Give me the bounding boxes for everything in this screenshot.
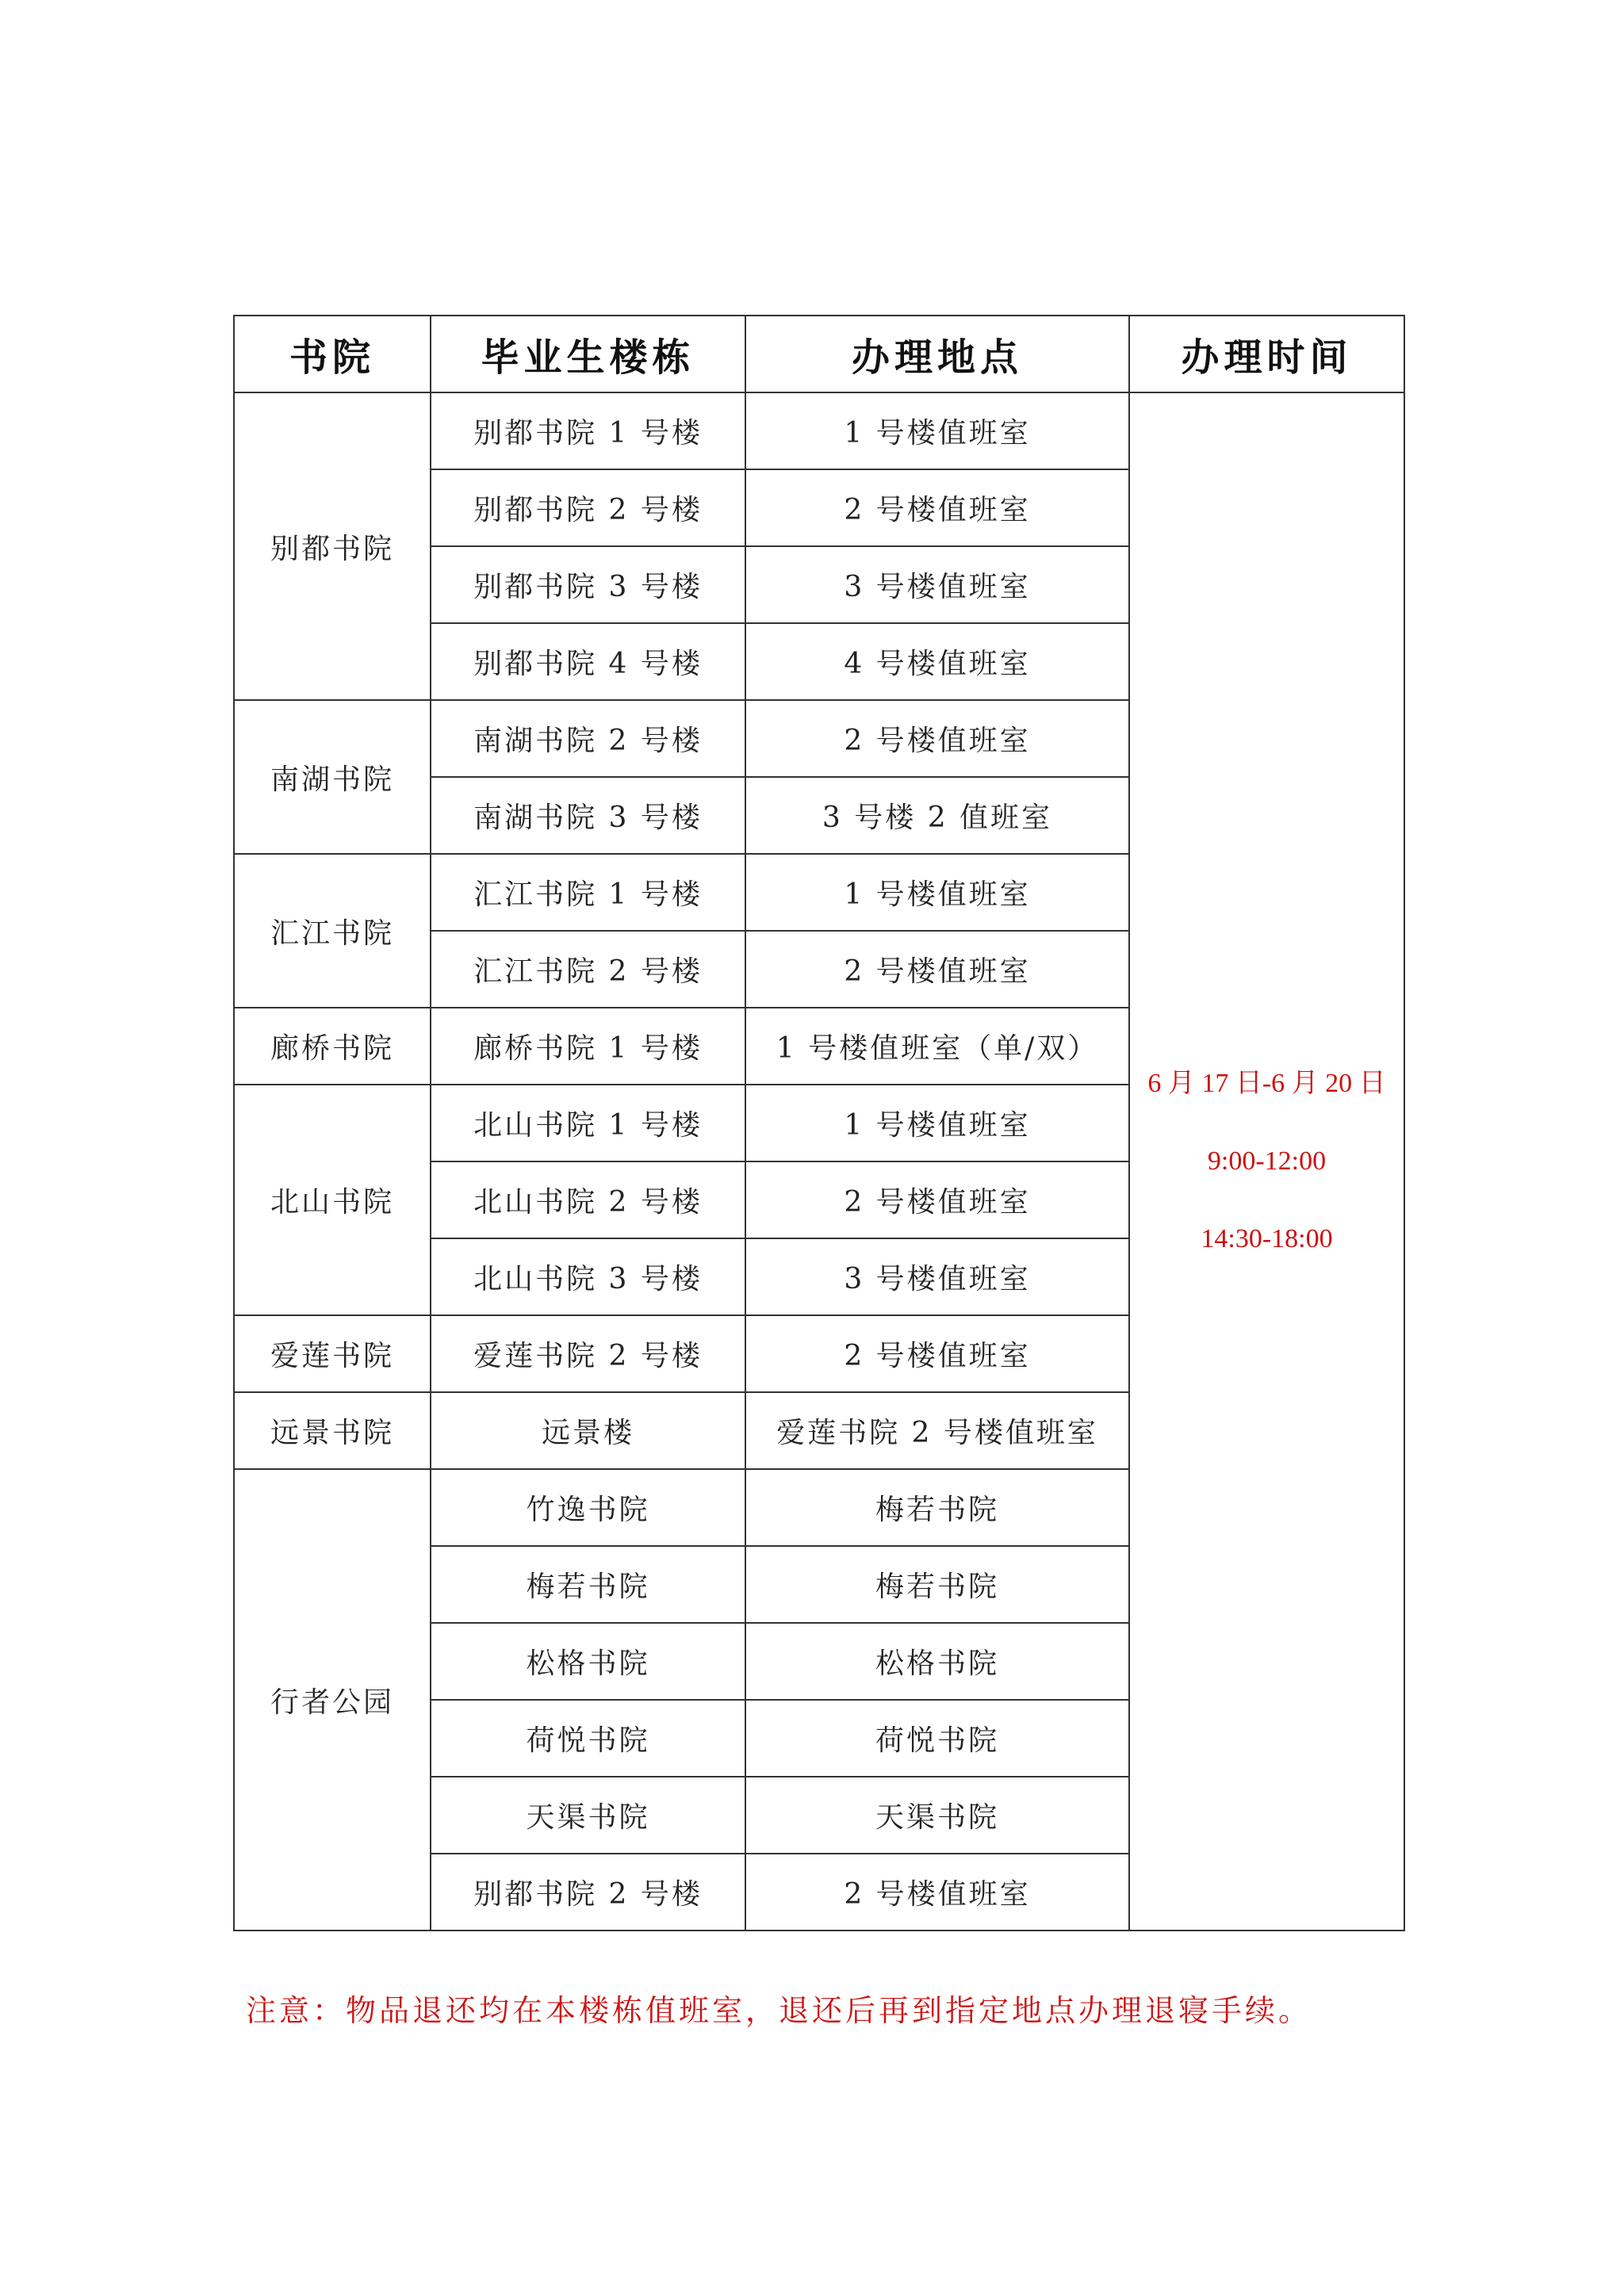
building-cell: 竹逸书院 xyxy=(431,1469,745,1546)
location-cell: 2 号楼值班室 xyxy=(745,700,1129,777)
building-cell: 天渠书院 xyxy=(431,1777,745,1854)
location-cell: 2 号楼值班室 xyxy=(745,931,1129,1008)
location-cell: 2 号楼值班室 xyxy=(745,469,1129,546)
location-cell: 荷悦书院 xyxy=(745,1700,1129,1777)
building-cell: 北山书院 3 号楼 xyxy=(431,1238,745,1315)
handling-schedule-table xyxy=(233,315,1405,1931)
location-cell: 1 号楼值班室（单/双） xyxy=(745,1008,1129,1085)
building-cell: 梅若书院 xyxy=(431,1546,745,1623)
building-cell: 荷悦书院 xyxy=(431,1700,745,1777)
header-time: 办理时间 xyxy=(1129,316,1404,392)
building-cell: 别都书院 4 号楼 xyxy=(431,623,745,700)
building-cell: 爱莲书院 2 号楼 xyxy=(431,1315,745,1392)
location-cell: 2 号楼值班室 xyxy=(745,1315,1129,1392)
college-cell: 廊桥书院 xyxy=(234,1008,431,1085)
location-cell: 梅若书院 xyxy=(745,1469,1129,1546)
building-cell: 松格书院 xyxy=(431,1623,745,1700)
location-cell: 3 号楼值班室 xyxy=(745,1238,1129,1315)
college-cell: 远景书院 xyxy=(234,1392,431,1469)
handling-time-cell xyxy=(1129,392,1404,1931)
location-cell: 2 号楼值班室 xyxy=(745,1161,1129,1238)
location-cell: 3 号楼 2 值班室 xyxy=(745,777,1129,854)
location-cell: 1 号楼值班室 xyxy=(745,392,1129,469)
location-cell: 1 号楼值班室 xyxy=(745,1085,1129,1161)
building-cell: 汇江书院 2 号楼 xyxy=(431,931,745,1008)
building-cell: 别都书院 1 号楼 xyxy=(431,392,745,469)
building-cell: 别都书院 2 号楼 xyxy=(431,1854,745,1931)
building-cell: 北山书院 1 号楼 xyxy=(431,1085,745,1161)
location-cell: 松格书院 xyxy=(745,1623,1129,1700)
location-cell: 爱莲书院 2 号楼值班室 xyxy=(745,1392,1129,1469)
building-cell: 南湖书院 2 号楼 xyxy=(431,700,745,777)
header-location: 办理地点 xyxy=(745,316,1129,392)
college-cell: 爱莲书院 xyxy=(234,1315,431,1392)
location-cell: 4 号楼值班室 xyxy=(745,623,1129,700)
footnote-notice: 注意：物品退还均在本楼栋值班室，退还后再到指定地点办理退寝手续。 xyxy=(246,1993,1312,2028)
college-cell: 北山书院 xyxy=(234,1085,431,1315)
building-cell: 南湖书院 3 号楼 xyxy=(431,777,745,854)
table-header-row xyxy=(234,316,1404,392)
header-building: 毕业生楼栋 xyxy=(431,316,745,392)
location-cell: 2 号楼值班室 xyxy=(745,1854,1129,1931)
location-cell: 天渠书院 xyxy=(745,1777,1129,1854)
time-morning: 9:00-12:00 xyxy=(1207,1146,1327,1176)
time-dates: 6 月 17 日-6 月 20 日 xyxy=(1147,1069,1386,1098)
building-cell: 别都书院 3 号楼 xyxy=(431,546,745,623)
college-cell: 汇江书院 xyxy=(234,854,431,1008)
building-cell: 北山书院 2 号楼 xyxy=(431,1161,745,1238)
college-cell: 别都书院 xyxy=(234,392,431,700)
college-cell: 行者公园 xyxy=(234,1469,431,1931)
location-cell: 1 号楼值班室 xyxy=(745,854,1129,931)
table-row xyxy=(234,392,1404,469)
header-college: 书院 xyxy=(234,316,431,392)
building-cell: 汇江书院 1 号楼 xyxy=(431,854,745,931)
time-afternoon: 14:30-18:00 xyxy=(1201,1224,1333,1253)
college-cell: 南湖书院 xyxy=(234,700,431,854)
building-cell: 远景楼 xyxy=(431,1392,745,1469)
location-cell: 3 号楼值班室 xyxy=(745,546,1129,623)
building-cell: 廊桥书院 1 号楼 xyxy=(431,1008,745,1085)
location-cell: 梅若书院 xyxy=(745,1546,1129,1623)
building-cell: 别都书院 2 号楼 xyxy=(431,469,745,546)
